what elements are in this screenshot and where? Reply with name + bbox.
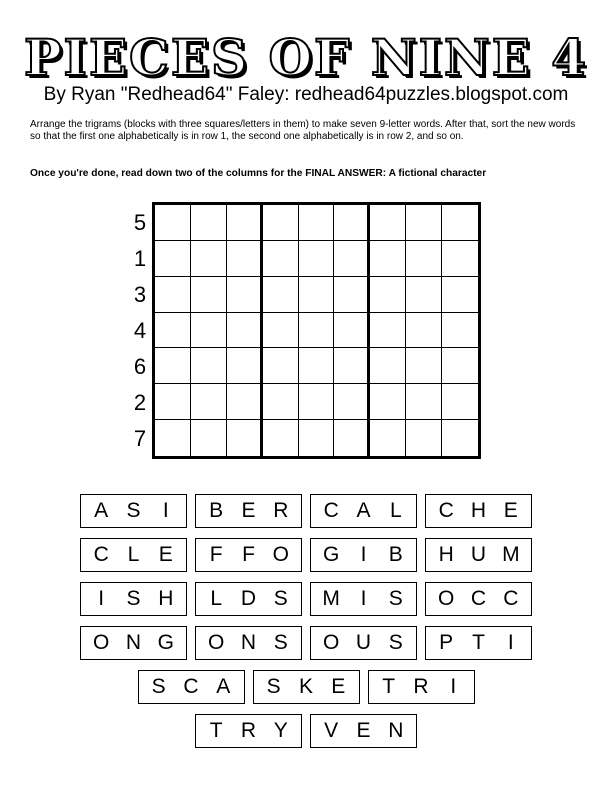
trigram-letter: V bbox=[324, 719, 339, 742]
grid-cell[interactable] bbox=[406, 348, 442, 384]
grid-cell[interactable] bbox=[191, 241, 227, 277]
grid-cell[interactable] bbox=[334, 384, 370, 420]
trigram-letter: S bbox=[388, 631, 403, 654]
grid-cell[interactable] bbox=[370, 205, 406, 241]
grid-cell[interactable] bbox=[155, 241, 191, 277]
grid-cell[interactable] bbox=[191, 277, 227, 313]
grid-cell[interactable] bbox=[155, 420, 191, 456]
trigram-tile[interactable] bbox=[80, 538, 187, 572]
trigram-letter: B bbox=[388, 543, 403, 566]
trigram-letter: S bbox=[388, 587, 403, 610]
trigram-letter: K bbox=[298, 675, 313, 698]
trigram-tiles bbox=[0, 494, 612, 758]
grid-cell[interactable] bbox=[406, 313, 442, 349]
trigram-letter: I bbox=[360, 543, 367, 566]
row-number-column bbox=[128, 205, 152, 457]
instructions-text: Arrange the trigrams (blocks with three squares/letters in them) to make seven 9-letter words. After that, sort the new words so that the first one alphabetically is in row 1, the second one alphabetically is in row 2, and so on. bbox=[30, 119, 576, 142]
grid-cell[interactable] bbox=[191, 205, 227, 241]
trigram-letter: U bbox=[470, 543, 487, 566]
trigram-tile[interactable] bbox=[195, 714, 302, 748]
trigram-tile[interactable] bbox=[310, 582, 417, 616]
trigram-letter: S bbox=[273, 587, 288, 610]
trigram-letter: I bbox=[162, 499, 169, 522]
grid-cell[interactable] bbox=[370, 420, 406, 456]
grid-cell[interactable] bbox=[370, 384, 406, 420]
grid-cell[interactable] bbox=[406, 205, 442, 241]
final-answer-prompt: Once you're done, read down two of the columns for the FINAL ANSWER: A fictional character bbox=[30, 168, 487, 179]
trigram-letter: C bbox=[323, 499, 339, 522]
trigram-letter: A bbox=[356, 499, 371, 522]
grid-cell[interactable] bbox=[370, 277, 406, 313]
grid-cell[interactable] bbox=[227, 348, 263, 384]
trigram-letter: C bbox=[183, 675, 199, 698]
row-number: 5 bbox=[133, 210, 147, 235]
grid-cell[interactable] bbox=[263, 241, 299, 277]
trigram-letter: N bbox=[125, 631, 142, 654]
trigram-tile[interactable] bbox=[425, 494, 532, 528]
trigram-letter: E bbox=[356, 719, 371, 742]
trigram-letter: C bbox=[93, 543, 109, 566]
grid-cell[interactable] bbox=[334, 277, 370, 313]
trigram-letter: T bbox=[382, 675, 396, 698]
trigram-letter: I bbox=[507, 631, 514, 654]
trigram-tile[interactable] bbox=[138, 670, 245, 704]
author-byline: By Ryan "Redhead64" Faley: redhead64puzzles.blogspot.com bbox=[43, 84, 569, 105]
trigram-letter: I bbox=[450, 675, 457, 698]
trigram-row bbox=[0, 626, 612, 660]
grid-cell[interactable] bbox=[191, 384, 227, 420]
trigram-row bbox=[0, 670, 612, 704]
trigram-letter: N bbox=[388, 719, 404, 742]
trigram-tile[interactable] bbox=[195, 626, 302, 660]
grid-cell[interactable] bbox=[191, 348, 227, 384]
trigram-tile[interactable] bbox=[195, 582, 302, 616]
grid-cell[interactable] bbox=[299, 241, 335, 277]
trigram-tile[interactable] bbox=[425, 538, 532, 572]
trigram-tile[interactable] bbox=[253, 670, 360, 704]
grid-cell[interactable] bbox=[370, 348, 406, 384]
trigram-letter: G bbox=[157, 631, 174, 654]
trigram-letter: H bbox=[470, 499, 487, 522]
trigram-letter: M bbox=[502, 543, 520, 566]
trigram-letter: A bbox=[94, 499, 109, 522]
trigram-letter: P bbox=[439, 631, 454, 654]
trigram-letter: M bbox=[322, 587, 340, 610]
trigram-letter: H bbox=[438, 543, 454, 566]
grid-cell[interactable] bbox=[334, 420, 370, 456]
trigram-letter: T bbox=[472, 631, 485, 654]
trigram-row bbox=[0, 582, 612, 616]
trigram-letter: O bbox=[437, 587, 455, 610]
trigram-tile[interactable] bbox=[368, 670, 475, 704]
trigram-letter: Y bbox=[273, 719, 288, 742]
trigram-letter: E bbox=[331, 675, 346, 698]
trigram-tile[interactable] bbox=[195, 538, 302, 572]
grid-cell[interactable] bbox=[370, 313, 406, 349]
row-number: 1 bbox=[133, 246, 147, 271]
trigram-letter: E bbox=[241, 499, 256, 522]
trigram-tile[interactable] bbox=[195, 494, 302, 528]
trigram-letter: C bbox=[438, 499, 454, 522]
grid-cell[interactable] bbox=[155, 384, 191, 420]
grid-cell[interactable] bbox=[263, 313, 299, 349]
trigram-letter: S bbox=[266, 675, 281, 698]
grid-cell[interactable] bbox=[191, 313, 227, 349]
trigram-letter: G bbox=[322, 543, 340, 566]
grid-cell[interactable] bbox=[406, 277, 442, 313]
trigram-letter: R bbox=[413, 675, 429, 698]
row-number: 4 bbox=[133, 318, 147, 343]
grid-cell[interactable] bbox=[334, 205, 370, 241]
grid-cell[interactable] bbox=[191, 420, 227, 456]
grid-cell[interactable] bbox=[155, 348, 191, 384]
grid-cell[interactable] bbox=[227, 420, 263, 456]
row-number: 7 bbox=[133, 426, 147, 451]
grid-cell[interactable] bbox=[263, 205, 299, 241]
trigram-letter: E bbox=[503, 499, 518, 522]
grid-cell[interactable] bbox=[155, 205, 191, 241]
grid-cell[interactable] bbox=[227, 241, 263, 277]
grid-cell[interactable] bbox=[299, 348, 335, 384]
grid-cell[interactable] bbox=[155, 313, 191, 349]
grid-cell[interactable] bbox=[442, 420, 478, 456]
row-number: 2 bbox=[133, 390, 147, 415]
grid-cell[interactable] bbox=[334, 313, 370, 349]
grid-cell[interactable] bbox=[299, 313, 335, 349]
trigram-letter: N bbox=[240, 631, 257, 654]
grid-cell[interactable] bbox=[263, 384, 299, 420]
trigram-letter: E bbox=[158, 543, 173, 566]
trigram-letter: T bbox=[209, 719, 223, 742]
trigram-letter: H bbox=[158, 587, 174, 610]
grid-cell[interactable] bbox=[442, 384, 478, 420]
grid-cell[interactable] bbox=[263, 348, 299, 384]
trigram-letter: S bbox=[126, 499, 141, 522]
trigram-letter: F bbox=[209, 543, 223, 566]
grid-cell[interactable] bbox=[263, 277, 299, 313]
grid-cell[interactable] bbox=[370, 241, 406, 277]
trigram-letter: F bbox=[242, 543, 255, 566]
trigram-letter: O bbox=[272, 543, 289, 566]
trigram-letter: L bbox=[210, 587, 222, 610]
trigram-tile[interactable] bbox=[425, 582, 532, 616]
grid-cell[interactable] bbox=[227, 313, 263, 349]
trigram-letter: S bbox=[126, 587, 141, 610]
trigram-letter: I bbox=[98, 587, 105, 610]
trigram-tile[interactable] bbox=[80, 582, 187, 616]
trigram-letter: O bbox=[92, 631, 110, 654]
trigram-letter: O bbox=[207, 631, 225, 654]
trigram-row bbox=[0, 494, 612, 528]
grid-cell[interactable] bbox=[299, 420, 335, 456]
trigram-letter: R bbox=[240, 719, 257, 742]
grid-cell[interactable] bbox=[406, 384, 442, 420]
trigram-row bbox=[0, 714, 612, 748]
grid-cell[interactable] bbox=[299, 205, 335, 241]
grid-cell[interactable] bbox=[442, 348, 478, 384]
grid-cell[interactable] bbox=[442, 277, 478, 313]
trigram-letter: U bbox=[355, 631, 372, 654]
trigram-tile[interactable] bbox=[310, 538, 417, 572]
trigram-tile[interactable] bbox=[310, 494, 417, 528]
trigram-letter: C bbox=[470, 587, 487, 610]
grid-cell[interactable] bbox=[227, 205, 263, 241]
trigram-tile[interactable] bbox=[80, 626, 187, 660]
grid-cell[interactable] bbox=[155, 277, 191, 313]
puzzle-title: PIECES OF NINE 4 bbox=[23, 28, 589, 87]
row-number: 3 bbox=[133, 282, 147, 307]
grid-cell[interactable] bbox=[299, 277, 335, 313]
grid-cell[interactable] bbox=[334, 348, 370, 384]
grid-cell[interactable] bbox=[406, 420, 442, 456]
answer-grid bbox=[152, 202, 481, 459]
row-number: 6 bbox=[133, 354, 147, 379]
grid-cell[interactable] bbox=[406, 241, 442, 277]
grid-cell[interactable] bbox=[442, 205, 478, 241]
trigram-letter: R bbox=[273, 499, 289, 522]
trigram-tile[interactable] bbox=[425, 626, 532, 660]
grid-cell[interactable] bbox=[299, 384, 335, 420]
grid-cell[interactable] bbox=[227, 277, 263, 313]
trigram-row bbox=[0, 538, 612, 572]
grid-cell[interactable] bbox=[442, 313, 478, 349]
trigram-letter: A bbox=[216, 675, 231, 698]
trigram-letter: I bbox=[360, 587, 367, 610]
trigram-letter: C bbox=[503, 587, 519, 610]
grid-cell[interactable] bbox=[334, 241, 370, 277]
trigram-letter: D bbox=[240, 587, 257, 610]
trigram-tile[interactable] bbox=[310, 714, 417, 748]
trigram-letter: B bbox=[209, 499, 224, 522]
trigram-letter: O bbox=[322, 631, 340, 654]
trigram-letter: S bbox=[273, 631, 288, 654]
grid-cell[interactable] bbox=[263, 420, 299, 456]
trigram-letter: L bbox=[389, 499, 402, 522]
trigram-tile[interactable] bbox=[310, 626, 417, 660]
grid-cell[interactable] bbox=[227, 384, 263, 420]
trigram-letter: S bbox=[151, 675, 166, 698]
grid-cell[interactable] bbox=[442, 241, 478, 277]
trigram-letter: L bbox=[127, 543, 140, 566]
trigram-tile[interactable] bbox=[80, 494, 187, 528]
